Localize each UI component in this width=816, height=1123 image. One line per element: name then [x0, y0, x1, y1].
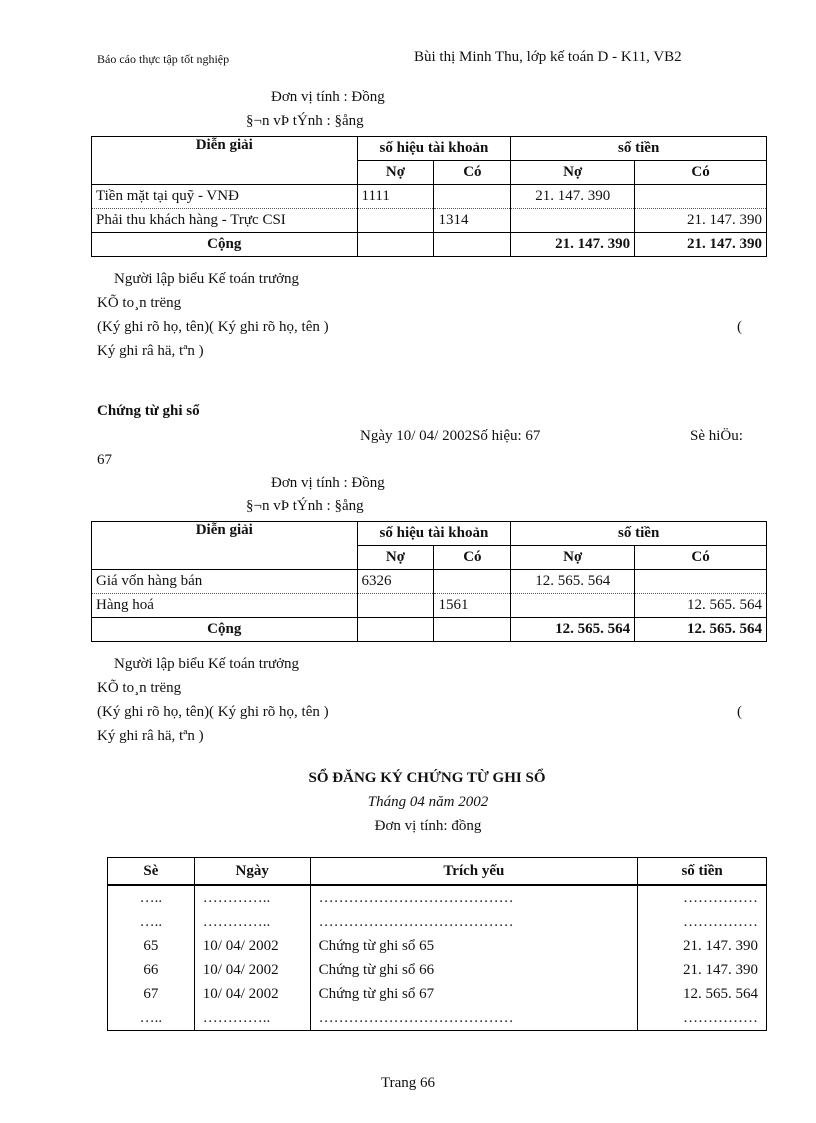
header-left-title: Báo cáo thực tập tốt nghiệp: [97, 52, 230, 66]
cell-desc: Phải thu khách hàng - Trực CSI: [92, 209, 358, 233]
reg-cell-so: 66: [108, 958, 195, 982]
cell-no-amt: [511, 209, 635, 233]
cell-co-amt: [635, 185, 767, 209]
v1-sign-roles: Người lập biểu Kế toán trưởng: [114, 271, 300, 287]
col-no-amt: Nợ: [511, 161, 635, 185]
reg-cell-tien: ……………: [638, 885, 767, 910]
v1-sign-garbled: KÕ to¸n trëng: [97, 295, 182, 311]
register-subtitle: Tháng 04 năm 2002: [367, 794, 489, 810]
table-row: [92, 185, 767, 209]
cell-no-acc: 6326: [357, 570, 434, 594]
v2-sign-note-2: Ký ghi râ hä, tªn ): [97, 728, 204, 744]
v2-paren: (: [737, 704, 742, 720]
cell-desc: Tiền mặt tại quỹ - VNĐ: [92, 185, 358, 209]
v2-unit-garbled: §¬n vÞ tÝnh : §ång: [246, 498, 364, 514]
total-no-amt: 21. 147. 390: [511, 233, 635, 257]
reg-cell-tien: 21. 147. 390: [638, 934, 767, 958]
reg-cell-so: …..: [108, 910, 195, 934]
col-no-acc: Nợ: [357, 546, 434, 570]
cell-no-acc: [357, 209, 434, 233]
reg-cell-ngay: …………..: [194, 885, 310, 910]
total-label: Cộng: [92, 233, 358, 257]
v2-so-hieu: Sè hiÖu:: [690, 428, 743, 444]
col-dien-giai: Diễn giải: [92, 137, 358, 185]
reg-cell-tien: 12. 565. 564: [638, 982, 767, 1006]
col-co-amt: Có: [635, 161, 767, 185]
cell-no-amt: [511, 594, 635, 618]
table-row: [108, 885, 767, 910]
reg-col-so-tien: số tiền: [638, 858, 767, 886]
reg-cell-ngay: …………..: [194, 910, 310, 934]
total-row: [92, 618, 767, 642]
total-row: [92, 233, 767, 257]
register-unit: Đơn vị tính: đồng: [374, 818, 482, 834]
reg-cell-trich: Chứng từ ghi sổ 66: [310, 958, 638, 982]
voucher2-table: [91, 521, 767, 642]
col-so-hieu: số hiệu tài khoản: [357, 137, 511, 161]
cell-co-acc: 1314: [434, 209, 511, 233]
reg-col-ngay: Ngày: [194, 858, 310, 886]
register-title: SỔ ĐĂNG KÝ CHỨNG TỪ GHI SỔ: [308, 770, 546, 786]
col-so-tien: số tiền: [511, 522, 767, 546]
total-label: Cộng: [92, 618, 358, 642]
header-author: Bùi thị Minh Thu, lớp kế toán D - K11, VB2: [414, 49, 682, 65]
page-number: Trang 66: [380, 1075, 436, 1091]
v2-number: 67: [97, 452, 112, 468]
total-co-amt: 21. 147. 390: [635, 233, 767, 257]
cell-desc: Giá vốn hàng bán: [92, 570, 358, 594]
reg-cell-trich: …………………………………: [310, 910, 638, 934]
cell-no-acc: 1111: [357, 185, 434, 209]
v2-sign-roles: Người lập biểu Kế toán trưởng: [114, 656, 300, 672]
reg-cell-ngay: 10/ 04/ 2002: [194, 982, 310, 1006]
v1-unit-garbled: §¬n vÞ tÝnh : §ång: [246, 113, 364, 129]
table-row: [92, 570, 767, 594]
cell-desc: Hàng hoá: [92, 594, 358, 618]
cell-co-amt: [635, 570, 767, 594]
col-so-tien: số tiền: [511, 137, 767, 161]
reg-cell-ngay: 10/ 04/ 2002: [194, 934, 310, 958]
total-no-amt: 12. 565. 564: [511, 618, 635, 642]
col-no-acc: Nợ: [357, 161, 434, 185]
v1-sign-note-2: Ký ghi râ hä, tªn ): [97, 343, 204, 359]
col-co-amt: Có: [635, 546, 767, 570]
col-co-acc: Có: [434, 161, 511, 185]
col-no-amt: Nợ: [511, 546, 635, 570]
reg-cell-trich: Chứng từ ghi sổ 65: [310, 934, 638, 958]
total-co-amt: 12. 565. 564: [635, 618, 767, 642]
reg-col-so: Sè: [108, 858, 195, 886]
reg-cell-trich: …………………………………: [310, 885, 638, 910]
col-co-acc: Có: [434, 546, 511, 570]
v1-sign-note: (Ký ghi rõ họ, tên)( Ký ghi rõ họ, tên ): [97, 319, 329, 335]
reg-cell-ngay: 10/ 04/ 2002: [194, 958, 310, 982]
reg-cell-trich: …………………………………: [310, 1006, 638, 1031]
v1-paren: (: [737, 319, 742, 335]
reg-cell-so: …..: [108, 885, 195, 910]
table-row: [108, 958, 767, 982]
cell-no-amt: 12. 565. 564: [511, 570, 635, 594]
reg-cell-so: …..: [108, 1006, 195, 1031]
cell-co-acc: [434, 570, 511, 594]
table-row: [108, 982, 767, 1006]
reg-cell-so: 65: [108, 934, 195, 958]
table-row: [92, 209, 767, 233]
cell-no-acc: [357, 594, 434, 618]
v2-date-line: Ngày 10/ 04/ 2002Số hiệu: 67: [360, 428, 541, 444]
col-so-hieu: số hiệu tài khoản: [357, 522, 511, 546]
reg-cell-tien: 21. 147. 390: [638, 958, 767, 982]
cell-co-amt: 12. 565. 564: [635, 594, 767, 618]
reg-cell-tien: ……………: [638, 910, 767, 934]
cell-co-amt: 21. 147. 390: [635, 209, 767, 233]
v2-sign-garbled: KÕ to¸n trëng: [97, 680, 182, 696]
voucher1-table: [91, 136, 767, 257]
table-row: [92, 594, 767, 618]
reg-col-trich-yeu: Trích yếu: [310, 858, 638, 886]
v2-title: Chứng từ ghi sổ: [97, 403, 200, 419]
table-row: [108, 934, 767, 958]
cell-co-acc: 1561: [434, 594, 511, 618]
reg-cell-trich: Chứng từ ghi sổ 67: [310, 982, 638, 1006]
v2-sign-note: (Ký ghi rõ họ, tên)( Ký ghi rõ họ, tên ): [97, 704, 329, 720]
reg-cell-ngay: …………..: [194, 1006, 310, 1031]
col-dien-giai: Diễn giải: [92, 522, 358, 570]
table-row: [108, 1006, 767, 1031]
table-row: [108, 910, 767, 934]
v1-unit: Đơn vị tính : Đồng: [271, 89, 385, 105]
cell-co-acc: [434, 185, 511, 209]
register-table: [107, 857, 767, 1031]
v2-unit: Đơn vị tính : Đồng: [271, 475, 385, 491]
reg-cell-so: 67: [108, 982, 195, 1006]
reg-cell-tien: ……………: [638, 1006, 767, 1031]
cell-no-amt: 21. 147. 390: [511, 185, 635, 209]
